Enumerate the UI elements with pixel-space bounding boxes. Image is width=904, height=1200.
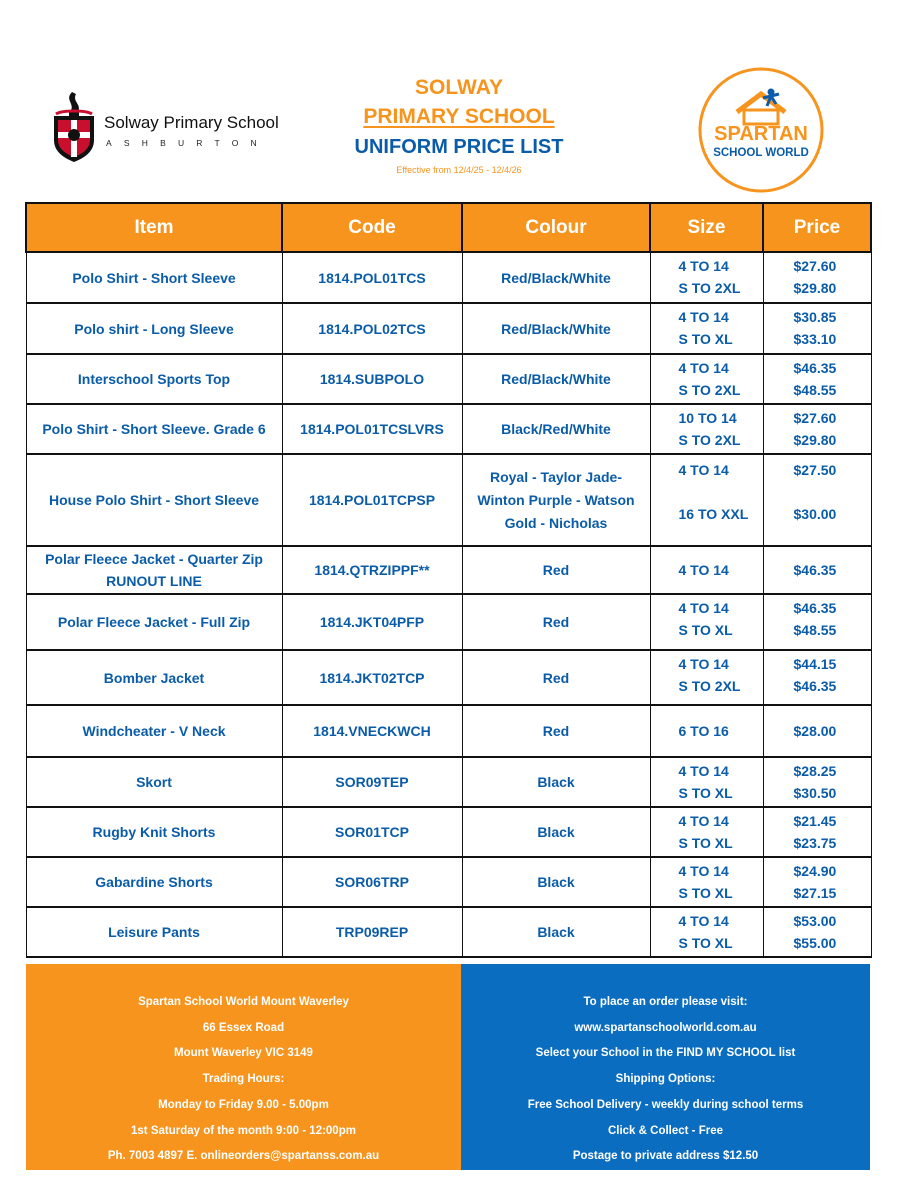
item-cell: Polo Shirt - Short Sleeve. Grade 6 — [26, 404, 282, 454]
size-value: 6 TO 16 — [678, 723, 729, 739]
table-header-row — [26, 203, 871, 252]
code-cell: 1814.POL02TCS — [282, 303, 462, 354]
size-value: S TO 2XL — [678, 432, 741, 448]
title-line-1: SOLWAY — [415, 76, 503, 99]
size-value: S TO XL — [678, 785, 733, 801]
price-value: $28.00 — [793, 723, 837, 739]
saturday-hours: 1st Saturday of the month 9:00 - 12:00pm — [131, 1124, 356, 1137]
price-cell — [763, 807, 871, 857]
size-value: 4 TO 14 — [678, 462, 729, 478]
price-cell — [763, 757, 871, 807]
table-row — [26, 594, 871, 650]
school-name: Solway Primary School — [104, 113, 279, 132]
table-row — [26, 252, 871, 303]
weekday-hours: Monday to Friday 9.00 - 5.00pm — [158, 1098, 329, 1111]
code-cell: 1814.SUBPOLO — [282, 354, 462, 404]
size-value: 4 TO 14 — [678, 360, 729, 376]
code-cell: 1814.JKT04PFP — [282, 594, 462, 650]
price-value: $27.60 — [793, 410, 837, 426]
item-cell: Leisure Pants — [26, 907, 282, 957]
title-line-2: PRIMARY SCHOOL — [363, 105, 555, 128]
price-value: $46.35 — [793, 360, 837, 376]
colour-cell: Red/Black/White — [462, 252, 650, 303]
code-cell: SOR09TEP — [282, 757, 462, 807]
colour-cell: Red — [462, 594, 650, 650]
price-cell — [763, 454, 871, 546]
colour-cell: Black — [462, 807, 650, 857]
colour-cell: Red — [462, 705, 650, 757]
size-value: 4 TO 14 — [678, 258, 729, 274]
item-text: Polar Fleece Jacket - Quarter Zip RUNOUT LINE — [45, 551, 263, 589]
size-cell — [650, 907, 763, 957]
table-row — [26, 650, 871, 705]
table-row — [26, 757, 871, 807]
price-value: $55.00 — [793, 935, 837, 951]
table-row — [26, 354, 871, 404]
size-value: S TO XL — [678, 935, 733, 951]
trading-hours-heading: Trading Hours: — [202, 1073, 285, 1086]
shipping-postage: Postage to private address $12.50 — [572, 1150, 759, 1163]
code-cell: 1814.VNECKWCH — [282, 705, 462, 757]
code-cell: SOR01TCP — [282, 807, 462, 857]
item-cell: Polo Shirt - Short Sleeve — [26, 252, 282, 303]
colour-cell: Royal - Taylor Jade- Winton Purple - Watson Gold - Nicholas — [462, 454, 650, 546]
store-details-panel — [26, 964, 461, 1170]
table-row — [26, 546, 871, 594]
size-cell — [650, 354, 763, 404]
col-header-price: Price — [763, 203, 871, 252]
colour-cell: Red/Black/White — [462, 303, 650, 354]
code-cell: 1814.POL01TCS — [282, 252, 462, 303]
colour-cell: Black — [462, 907, 650, 957]
size-value: S TO XL — [678, 835, 733, 851]
uniform-price-table — [25, 202, 872, 958]
size-cell — [650, 303, 763, 354]
price-cell — [763, 303, 871, 354]
price-cell — [763, 594, 871, 650]
price-cell — [763, 705, 871, 757]
size-cell — [650, 857, 763, 907]
code-cell: 1814.POL01TCPSP — [282, 454, 462, 546]
price-value: $24.90 — [793, 863, 837, 879]
table-row — [26, 303, 871, 354]
size-value: 4 TO 14 — [678, 863, 729, 879]
store-name: Spartan School World Mount Waverley — [138, 996, 349, 1008]
code-cell: SOR06TRP — [282, 857, 462, 907]
item-cell: Windcheater - V Neck — [26, 705, 282, 757]
size-value: 4 TO 14 — [678, 913, 729, 929]
table-row — [26, 705, 871, 757]
school-crest-icon — [50, 90, 98, 164]
size-value: 4 TO 14 — [678, 656, 729, 672]
item-cell: Polo shirt - Long Sleeve — [26, 303, 282, 354]
size-cell — [650, 404, 763, 454]
item-cell: Gabardine Shorts — [26, 857, 282, 907]
price-cell — [763, 404, 871, 454]
table-row — [26, 857, 871, 907]
order-heading: To place an order please visit: — [583, 996, 748, 1008]
table-row — [26, 404, 871, 454]
spartan-school-world-logo — [697, 66, 825, 194]
colour-cell: Black — [462, 857, 650, 907]
size-value: S TO 2XL — [678, 382, 741, 398]
find-school-instruction: Select your School in the FIND MY SCHOOL list — [535, 1047, 796, 1060]
size-value: S TO 2XL — [678, 678, 741, 694]
size-value: S TO 2XL — [678, 280, 741, 296]
price-cell — [763, 546, 871, 594]
school-suburb: ASHBURTON — [106, 138, 269, 148]
size-cell — [650, 546, 763, 594]
size-value: 16 TO XXL — [678, 506, 749, 522]
size-cell — [650, 807, 763, 857]
col-header-size: Size — [650, 203, 763, 252]
code-cell: TRP09REP — [282, 907, 462, 957]
code-cell: 1814.JKT02TCP — [282, 650, 462, 705]
store-suburb: Mount Waverley VIC 3149 — [174, 1047, 313, 1060]
price-value: $46.35 — [793, 678, 837, 694]
price-value: $44.15 — [793, 656, 837, 672]
size-cell — [650, 705, 763, 757]
shipping-school-delivery: Free School Delivery - weekly during school terms — [527, 1098, 804, 1111]
size-cell — [650, 757, 763, 807]
spartan-logo-word: SPARTAN — [714, 123, 808, 145]
website-link[interactable]: www.spartanschoolworld.com.au — [574, 1021, 757, 1034]
col-header-code: Code — [282, 203, 462, 252]
price-cell — [763, 252, 871, 303]
size-value: 4 TO 14 — [678, 309, 729, 325]
price-cell — [763, 857, 871, 907]
store-street: 66 Essex Road — [202, 1021, 285, 1034]
price-value: $33.10 — [793, 331, 837, 347]
price-value: $29.80 — [793, 280, 837, 296]
item-cell: Skort — [26, 757, 282, 807]
colour-cell: Black/Red/White — [462, 404, 650, 454]
footer-info — [26, 964, 870, 1170]
price-value: $28.25 — [793, 763, 837, 779]
size-value: 4 TO 14 — [678, 562, 729, 578]
item-cell: House Polo Shirt - Short Sleeve — [26, 454, 282, 546]
code-cell: 1814.POL01TCSLVRS — [282, 404, 462, 454]
price-value: $48.55 — [793, 622, 837, 638]
item-cell: Interschool Sports Top — [26, 354, 282, 404]
price-value: $30.85 — [793, 309, 837, 325]
price-value: $29.80 — [793, 432, 837, 448]
page-title-block — [330, 74, 588, 178]
size-value: S TO XL — [678, 622, 733, 638]
effective-dates: Effective from 12/4/25 - 12/4/26 — [396, 165, 522, 175]
price-value: $23.75 — [793, 835, 837, 851]
size-cell — [650, 594, 763, 650]
colour-cell: Black — [462, 757, 650, 807]
price-value: $27.60 — [793, 258, 837, 274]
col-header-item: Item — [26, 203, 282, 252]
size-value: S TO XL — [678, 885, 733, 901]
price-value: $27.15 — [793, 885, 837, 901]
price-value: $21.45 — [793, 813, 837, 829]
price-value: $46.35 — [793, 600, 837, 616]
size-cell — [650, 454, 763, 546]
size-value: 10 TO 14 — [678, 410, 737, 426]
size-cell — [650, 252, 763, 303]
shipping-click-collect: Click & Collect - Free — [607, 1124, 724, 1137]
item-cell: Rugby Knit Shorts — [26, 807, 282, 857]
shipping-heading: Shipping Options: — [615, 1073, 716, 1086]
size-value: S TO XL — [678, 331, 733, 347]
item-cell: Bomber Jacket — [26, 650, 282, 705]
table-row — [26, 807, 871, 857]
size-value: 4 TO 14 — [678, 763, 729, 779]
colour-cell: Red — [462, 546, 650, 594]
size-value: 4 TO 14 — [678, 600, 729, 616]
price-cell — [763, 907, 871, 957]
item-cell: Polar Fleece Jacket - Full Zip — [26, 594, 282, 650]
colour-cell: Red — [462, 650, 650, 705]
colour-cell: Red/Black/White — [462, 354, 650, 404]
title-line-3: UNIFORM PRICE LIST — [354, 136, 564, 158]
store-contact: Ph. 7003 4897 E. onlineorders@spartanss.com.au — [107, 1150, 380, 1163]
price-value: $30.50 — [793, 785, 837, 801]
spartan-logo-tagline: SCHOOL WORLD — [713, 147, 809, 159]
col-header-colour: Colour — [462, 203, 650, 252]
ordering-info-panel — [461, 964, 870, 1170]
table-row — [26, 454, 871, 546]
price-value: $30.00 — [793, 506, 837, 522]
price-value: $46.35 — [793, 562, 837, 578]
table-row — [26, 907, 871, 957]
size-value: 4 TO 14 — [678, 813, 729, 829]
price-cell — [763, 650, 871, 705]
item-cell — [26, 546, 282, 594]
size-cell — [650, 650, 763, 705]
price-value: $27.50 — [793, 462, 837, 478]
price-cell — [763, 354, 871, 404]
price-value: $48.55 — [793, 382, 837, 398]
code-cell: 1814.QTRZIPPF** — [282, 546, 462, 594]
price-value: $53.00 — [793, 913, 837, 929]
